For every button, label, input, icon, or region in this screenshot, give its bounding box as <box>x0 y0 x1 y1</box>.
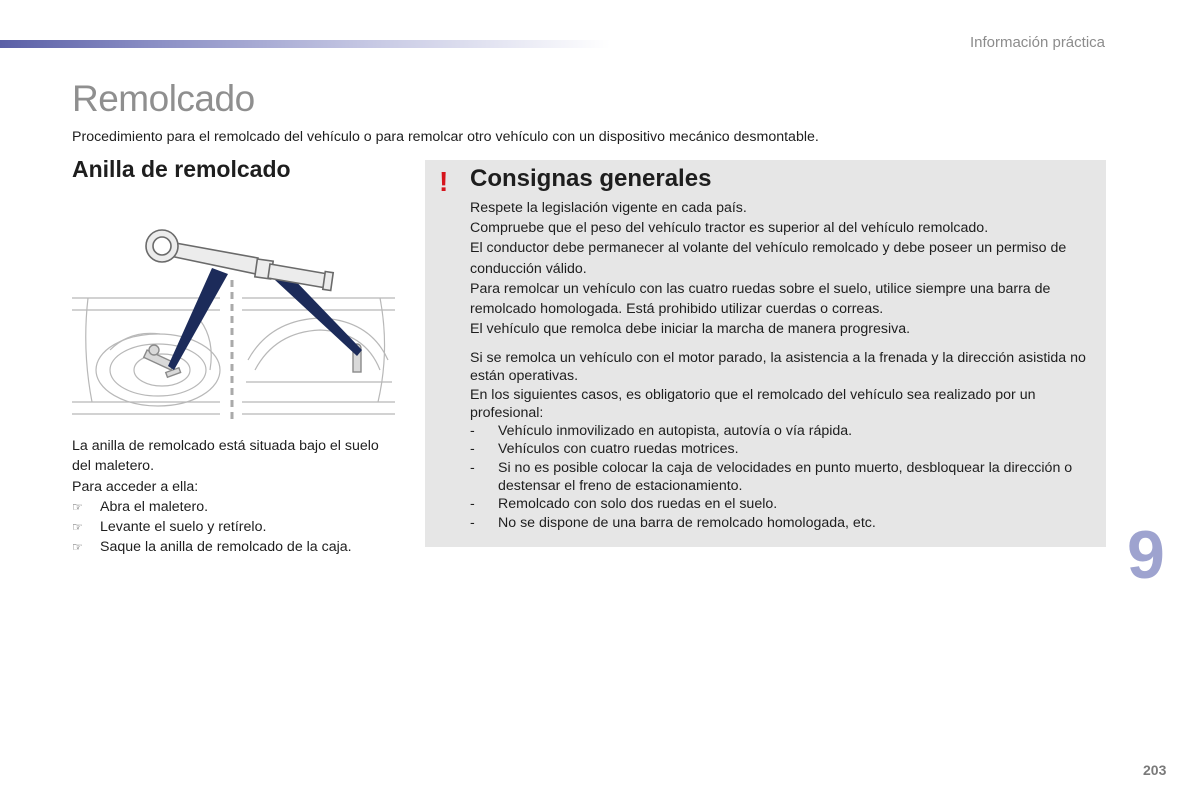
list-item: - Vehículos con cuatro ruedas motrices. <box>470 441 739 458</box>
hand-pointer-icon: ☞ <box>72 520 83 535</box>
list-item: - Remolcado con solo dos ruedas en el suelo. <box>470 496 778 513</box>
towing-eye-heading: Anilla de remolcado <box>72 156 291 182</box>
professional-towing-text <box>470 349 1100 532</box>
list-item: ☞ Saque la anilla de remolcado de la caja. <box>72 537 392 557</box>
access-steps-list <box>72 497 392 558</box>
exclamation-icon: ! <box>439 166 449 197</box>
general-instructions-text <box>470 198 1100 339</box>
page-title: Remolcado <box>72 78 255 119</box>
instruction-line: El vehículo que remolca debe iniciar la marcha de manera progresiva. <box>470 321 911 338</box>
hand-pointer-icon: ☞ <box>72 540 83 555</box>
list-item: ☞ Levante el suelo y retírelo. <box>72 517 392 537</box>
cases-intro: En los siguientes casos, es obligatorio que el remolcado del vehículo sea realizado por un profesional: <box>470 386 1036 421</box>
instruction-line: El conductor debe permanecer al volante del vehículo remolcado y debe poseer un permiso de conducción válido. <box>470 240 1067 277</box>
general-instructions-box <box>425 160 1106 547</box>
towing-eye-instructions <box>72 436 392 558</box>
section-header: Información práctica <box>969 34 1105 51</box>
hand-pointer-icon: ☞ <box>72 499 83 514</box>
intro-text: Procedimiento para el remolcado del vehículo o para remolcar otro vehículo con un dispositivo mecánico desmontable. <box>72 129 819 145</box>
list-item: ☞ Abra el maletero. <box>72 497 392 517</box>
list-item: - Si no es posible colocar la caja de velocidades en punto muerto, desbloquear la dirección o destensar el freno de estacionamiento. <box>470 459 1073 495</box>
instruction-line: Compruebe que el peso del vehículo tractor es superior al del vehículo remolcado. <box>470 220 989 237</box>
instruction-line: Para remolcar un vehículo con las cuatro ruedas sobre el suelo, utilice siempre una barra de remolcado homologada. Está prohibido utilizar cuerdas o correas. <box>470 280 1051 318</box>
instruction-line: Respete la legislación vigente en cada país. <box>470 200 747 216</box>
list-item: - Vehículo inmovilizado en autopista, autovía o vía rápida. <box>470 423 853 440</box>
chapter-number: 9 <box>1127 517 1165 593</box>
general-instructions-heading: Consignas generales <box>470 165 712 192</box>
braking-note: Si se remolca un vehículo con el motor parado, la asistencia a la frenada y la dirección asistida no están operativas. <box>470 350 1086 385</box>
professional-cases-list <box>470 422 1100 532</box>
page-number: 203 <box>1143 762 1167 778</box>
towing-eye-location-text: La anilla de remolcado está situada bajo el suelo del maletero. <box>72 438 379 475</box>
towing-eye-illustration <box>70 210 400 425</box>
access-lead-text: Para acceder a ella: <box>72 478 199 495</box>
header-color-band <box>0 40 610 48</box>
list-item: - No se dispone de una barra de remolcado homologada, etc. <box>470 514 876 531</box>
